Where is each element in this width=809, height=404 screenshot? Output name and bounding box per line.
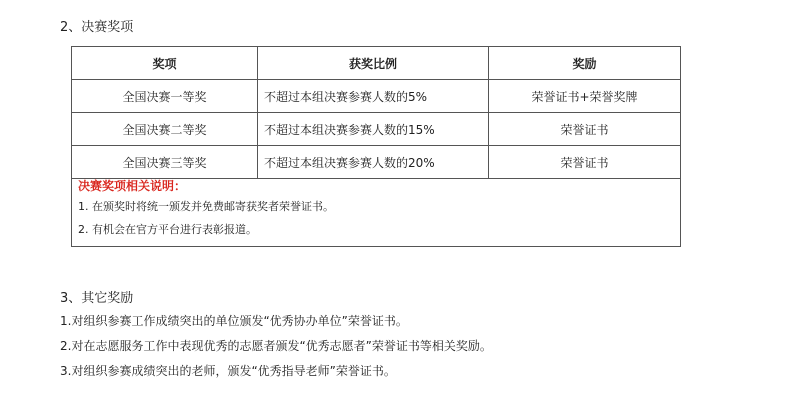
award-ratio-cell: 不超过本组决赛参赛人数的20% (258, 146, 489, 179)
section-title-other-awards: 3、其它奖励 (60, 291, 134, 306)
header-reward: 奖励 (489, 47, 681, 80)
list-item: 2.对在志愿服务工作中表现优秀的志愿者颁发“优秀志愿者”荣誉证书等相关奖励。 (60, 339, 492, 353)
award-reward-cell: 荣誉证书+荣誉奖牌 (489, 80, 681, 113)
award-name-cell: 全国决赛二等奖 (72, 113, 258, 146)
note-item: 1. 在颁奖时将统一颁发并免费邮寄获奖者荣誉证书。 (78, 200, 334, 213)
section-title-finals: 2、决赛奖项 (60, 20, 134, 35)
table-header-row (72, 47, 681, 80)
list-item: 1.对组织参赛工作成绩突出的单位颁发“优秀协办单位”荣誉证书。 (60, 314, 408, 328)
table-row (72, 146, 681, 179)
table-row (72, 80, 681, 113)
note-item: 2. 有机会在官方平台进行表彰报道。 (78, 223, 257, 236)
other-awards-list (60, 314, 492, 389)
table-row (72, 113, 681, 146)
award-ratio-cell: 不超过本组决赛参赛人数的5% (258, 80, 489, 113)
award-ratio-cell: 不超过本组决赛参赛人数的15% (258, 113, 489, 146)
notes-title: 决赛奖项相关说明： (78, 179, 187, 193)
award-name-cell: 全国决赛一等奖 (72, 80, 258, 113)
award-name-cell: 全国决赛三等奖 (72, 146, 258, 179)
notes-row (72, 179, 681, 247)
header-ratio: 获奖比例 (258, 47, 489, 80)
finals-awards-table (71, 46, 681, 247)
award-reward-cell: 荣誉证书 (489, 146, 681, 179)
list-item: 3.对组织参赛成绩突出的老师，颁发“优秀指导老师”荣誉证书。 (60, 364, 396, 378)
award-reward-cell: 荣誉证书 (489, 113, 681, 146)
notes-cell (72, 179, 681, 247)
header-award: 奖项 (72, 47, 258, 80)
